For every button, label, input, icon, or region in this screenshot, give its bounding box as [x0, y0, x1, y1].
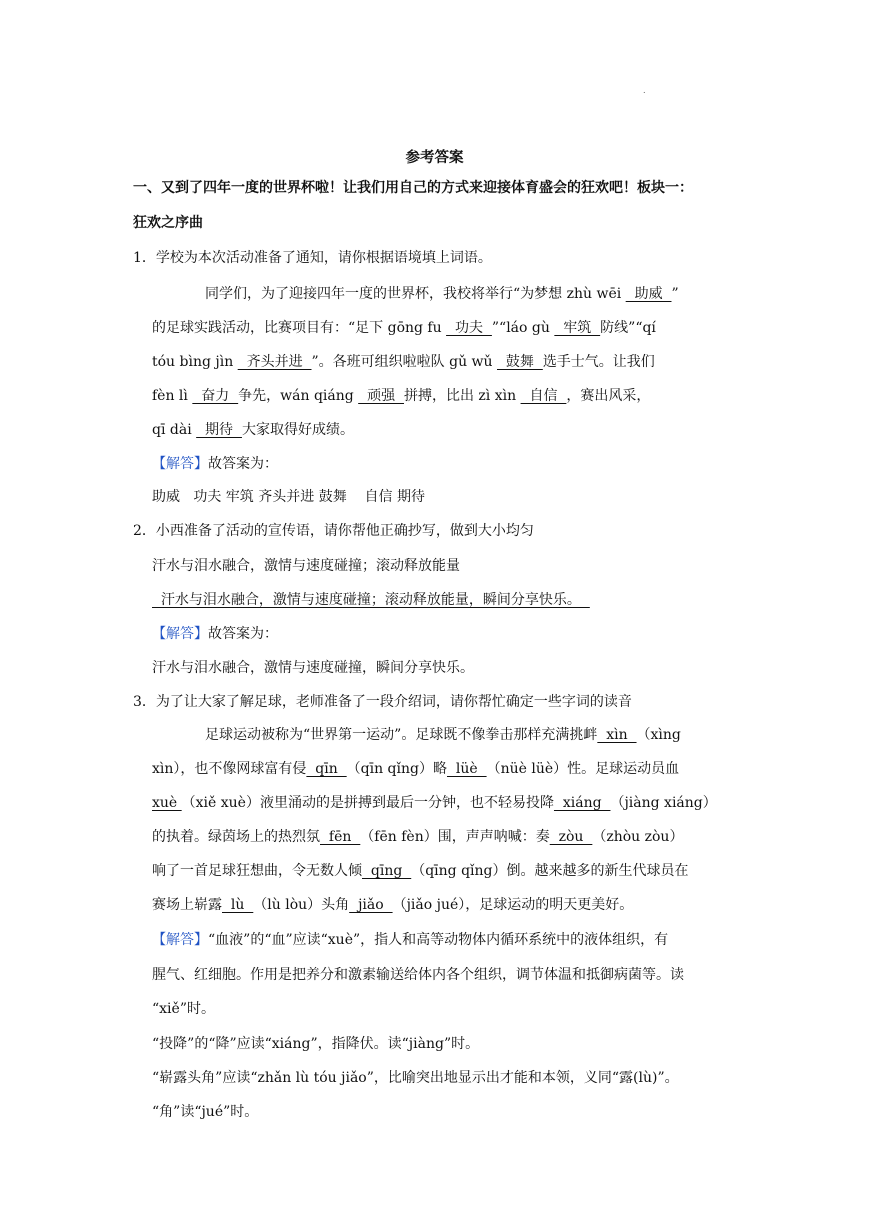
text-span: qī dài	[152, 422, 197, 438]
q1-passage-line	[152, 420, 354, 440]
text-span: （xìng	[636, 727, 681, 743]
text-span: 争先，wán qiáng	[238, 388, 359, 404]
answer-blank: 汗水与泪水融合，激情与速度碰撞；滚动释放能量，瞬间分享快乐。	[152, 592, 590, 608]
answer-blank: zòu	[549, 829, 593, 845]
text-span: （nüè lüè）性。足球运动员血	[486, 761, 680, 777]
q3-answer-line: “xiě”时。	[152, 1001, 215, 1017]
q2-copy-line	[152, 590, 590, 610]
text-span: 足球运动被称为“世界第一运动”。足球既不像拳击那样充满挑衅	[205, 727, 598, 743]
text-span: 选手士气。让我们	[542, 354, 655, 370]
text-span: 赛场上崭露	[152, 897, 222, 913]
q3-answer-line: “角”读“jué”时。	[152, 1104, 259, 1120]
text-span: 防线”“qí	[600, 320, 656, 336]
answer-blank: 助威	[625, 286, 672, 302]
q3-passage-line	[152, 895, 633, 915]
q3-answer-line: “崭露头角”应读“zhǎn lù tóu jiǎo”，比喻突出地显示出才能和本领，义同“露(lù)”。	[152, 1070, 679, 1086]
text-span: （jiǎo jué），足球运动的明天更美好。	[392, 897, 634, 913]
q2-answer-text: 汗水与泪水融合，激情与速度碰撞，瞬间分享快乐。	[152, 660, 474, 676]
answer-intro: 故答案为：	[208, 626, 278, 642]
answer-blank: jiǎo	[349, 897, 393, 913]
q3-passage-line	[205, 725, 681, 745]
q1-passage-line	[152, 352, 655, 372]
answer-blank: xìn	[597, 727, 637, 743]
answer-blank: lù	[222, 897, 254, 913]
answer-blank: 功夫	[446, 320, 492, 336]
q3-passage-line	[152, 861, 689, 881]
q1-answer	[152, 454, 278, 474]
answer-blank: fēn	[320, 829, 361, 845]
text-span: 的执着。绿茵场上的热烈氛	[152, 829, 320, 845]
answer-blank: lüè	[446, 761, 487, 777]
text-span: fèn lì	[152, 388, 193, 404]
header-mark: .	[643, 86, 646, 95]
answer-blank: 鼓舞	[497, 354, 543, 370]
q1-passage-line	[152, 318, 656, 338]
text-span: （zhòu zòu）	[592, 829, 684, 845]
answer-blank: 顽强	[358, 388, 404, 404]
text-span: 拼搏，比出 zì xìn	[403, 388, 521, 404]
section-heading: 一、又到了四年一度的世界杯啦！让我们用自己的方式来迎接体育盛会的狂欢吧！板块一：	[133, 180, 693, 196]
answer-blank: qīng	[362, 863, 412, 879]
q2-answer	[152, 624, 278, 644]
section-heading-cont: 狂欢之序曲	[133, 215, 203, 231]
q3-answer-line: “投降”的“降”应读“xiáng”，指降伏。读“jiàng”时。	[152, 1036, 480, 1052]
text-span: （xiě xuè）液里涌动的是拼搏到最后一分钟，也不轻易投降	[181, 795, 554, 811]
text-span: （fēn fèn）围，声声呐喊：奏	[360, 829, 550, 845]
text-span: 大家取得好成绩。	[241, 422, 354, 438]
answer-blank: 牢筑	[554, 320, 601, 336]
text-span: 的足球实践活动，比赛项目有：“足下 gōng fu	[152, 320, 447, 336]
page-title: 参考答案	[405, 149, 464, 166]
answer-blank: xiáng	[553, 795, 611, 811]
answer-blank: qīn	[306, 761, 347, 777]
answer-blank: 奋力	[192, 388, 239, 404]
text-span: xìn），也不像网球富有侵	[152, 761, 307, 777]
answer-text: “血液”的“血”应读“xuè”，指人和高等动物体内循环系统中的液体组织，有	[208, 932, 669, 948]
text-span: ”“láo gù	[491, 320, 555, 336]
text-span: 同学们，为了迎接四年一度的世界杯，我校将举行“为梦想 zhù wēi	[205, 286, 626, 302]
q3-answer-line: 腥气、红细胞。作用是把养分和激素输送给体内各个组织，调节体温和抵御病菌等。读	[152, 967, 684, 983]
q3-passage-line	[152, 759, 679, 779]
q1-passage-line	[152, 386, 650, 406]
answer-blank: 自信	[520, 388, 567, 404]
q3-stem: 3．为了让大家了解足球，老师准备了一段介绍词，请你帮忙确定一些字词的读音	[133, 694, 632, 710]
answer-tag: 【解答】	[152, 456, 208, 472]
answer-intro: 故答案为：	[208, 456, 278, 472]
text-span: tóu bìng jìn	[152, 354, 238, 370]
answer-tag: 【解答】	[152, 932, 208, 948]
answer-blank: 齐头并进	[237, 354, 312, 370]
q3-passage-line	[152, 793, 717, 813]
text-span: ，赛出风采，	[566, 388, 651, 404]
answer-blank: 期待	[196, 422, 242, 438]
answer-blank: xuè	[152, 795, 182, 811]
q3-answer-line	[152, 930, 668, 950]
text-span: ”	[671, 286, 679, 302]
text-span: （jiàng xiáng）	[610, 795, 717, 811]
q1-answer-text: 助威 功夫 牢筑 齐头并进 鼓舞 自信 期待	[152, 489, 425, 505]
answer-tag: 【解答】	[152, 626, 208, 642]
text-span: （qīn qǐng）略	[346, 761, 447, 777]
q3-passage-line	[152, 827, 683, 847]
text-span: ”。各班可组织啦啦队 gǔ wǔ	[311, 354, 497, 370]
q2-stem: 2．小西准备了活动的宣传语，请你帮他正确抄写，做到大小均匀	[133, 523, 534, 539]
text-span: （qīng qǐng）倒。越来越多的新生代球员在	[411, 863, 689, 879]
q1-passage-line	[205, 284, 679, 304]
q2-slogan: 汗水与泪水融合，激情与速度碰撞；滚动释放能量	[152, 558, 460, 574]
text-span: 响了一首足球狂想曲，令无数人倾	[152, 863, 362, 879]
text-span: （lù lòu）头角	[253, 897, 350, 913]
q1-stem: 1．学校为本次活动准备了通知，请你根据语境填上词语。	[133, 250, 492, 266]
